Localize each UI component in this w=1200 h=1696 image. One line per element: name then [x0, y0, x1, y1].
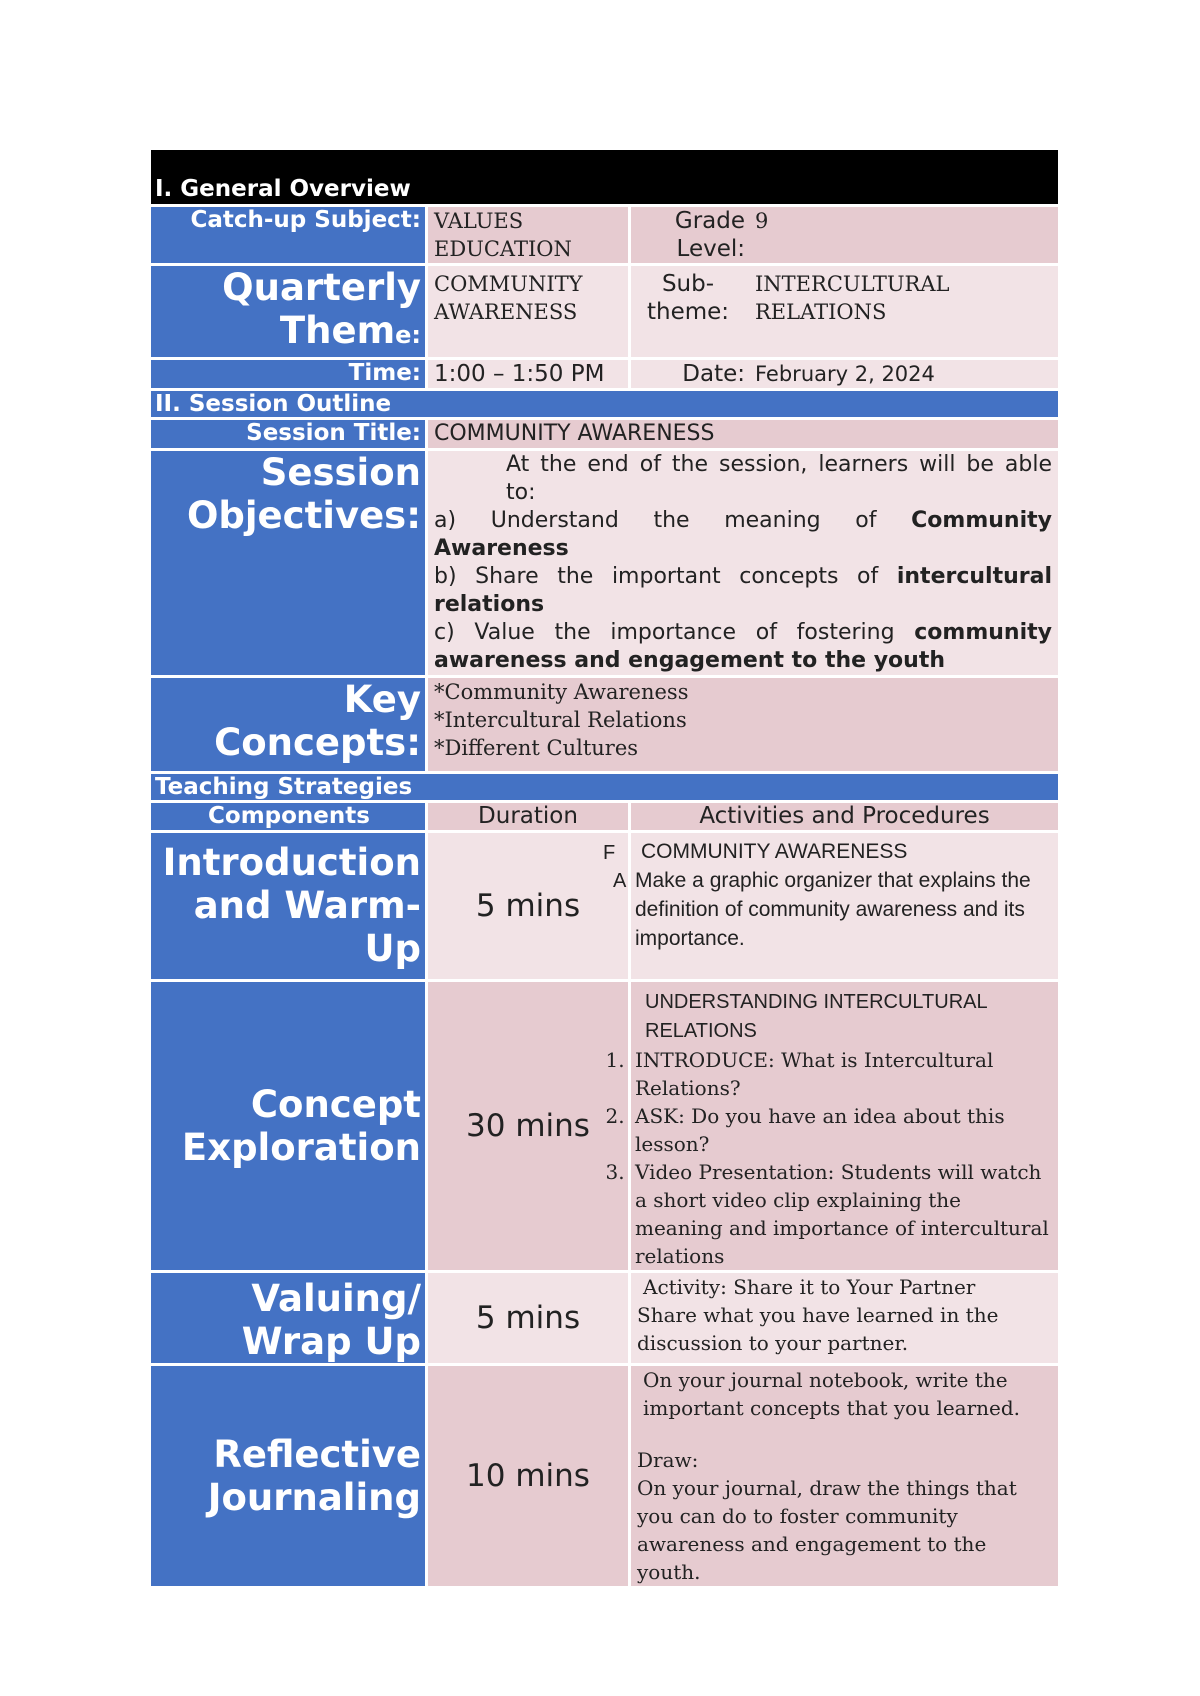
duration-concept-exploration: 30 mins	[427, 981, 630, 1272]
objective-c	[434, 619, 1052, 675]
objective-c-bold: community awareness and engagement to the youth	[434, 620, 1052, 673]
key-concepts-value	[427, 677, 1060, 773]
key-concept-item: *Intercultural Relations	[434, 708, 687, 732]
grade-cell	[630, 206, 1060, 265]
session-title-value: COMMUNITY AWARENESS	[427, 419, 1060, 450]
concept-steps	[599, 1046, 1054, 1270]
col-duration-header: Duration	[427, 802, 630, 832]
teaching-strategies-heading: Teaching Strategies	[150, 773, 1060, 802]
subtheme-cell	[630, 265, 1060, 359]
quarterly-theme-label-main: Quarterly Them	[222, 266, 421, 352]
component-concept-exploration: Concept Exploration	[150, 981, 427, 1272]
objectives-intro: At the end of the session, learners will be able to:	[506, 452, 1052, 505]
intro-body: Make a graphic organizer that explains the definition of community awareness and its importance.	[635, 869, 1031, 950]
concept-title: UNDERSTANDING INTERCULTURAL RELATIONS	[645, 991, 987, 1042]
duration-introduction: 5 mins	[427, 832, 630, 981]
marker-a: A	[613, 870, 627, 892]
marker-f: F	[603, 842, 616, 864]
session-objectives-value	[427, 450, 1060, 677]
valuing-body: Share what you have learned in the discussion to your partner.	[637, 1303, 999, 1355]
session-outline-heading: II. Session Outline	[150, 390, 1060, 419]
date-label: Date:	[682, 361, 745, 387]
quarterly-theme-value: COMMUNITY AWARENESS	[427, 265, 630, 359]
quarterly-theme-label-tail: e:	[395, 321, 421, 349]
concept-step: 1. INTRODUCE: What is Intercultural Relations?	[631, 1046, 1054, 1102]
concept-step: 3. Video Presentation: Students will watch a short video clip explaining the meaning and importance of intercultural relations	[631, 1158, 1054, 1270]
duration-valuing: 5 mins	[427, 1272, 630, 1365]
journal-draw-label: Draw:	[637, 1448, 699, 1472]
activity-introduction	[603, 832, 1060, 981]
objective-b	[434, 563, 1052, 619]
lesson-plan-sheet	[148, 147, 1058, 1589]
lesson-plan-table	[148, 147, 1061, 1589]
grade-level-value: 9	[755, 209, 769, 233]
component-valuing: Valuing/ Wrap Up	[150, 1272, 427, 1365]
key-concepts-label: Key Concepts:	[150, 677, 427, 773]
concept-step: 2. ASK: Do you have an idea about this lesson?	[631, 1102, 1054, 1158]
session-title-label: Session Title:	[150, 419, 427, 450]
objective-a	[434, 507, 1052, 563]
objective-b-bold: intercultural relations	[434, 564, 1052, 617]
subtheme-value: INTERCULTURAL RELATIONS	[755, 272, 950, 324]
catchup-subject-label: Catch-up Subject:	[150, 206, 427, 265]
objective-a-bold: Community Awareness	[434, 508, 1052, 561]
subtheme-label: Sub-theme:	[646, 271, 730, 325]
col-activities-header: Activities and Procedures	[630, 802, 1060, 832]
key-concept-item: *Community Awareness	[434, 680, 689, 704]
activity-concept-exploration	[630, 981, 1060, 1272]
intro-title: COMMUNITY AWARENESS	[641, 840, 908, 863]
component-introduction: Introduction and Warm-Up	[150, 832, 427, 981]
quarterly-theme-label	[150, 265, 427, 359]
activity-reflective-journaling	[630, 1365, 1060, 1588]
activity-valuing	[630, 1272, 1060, 1365]
key-concept-item: *Different Cultures	[434, 736, 639, 760]
objective-a-text: a) Understand the meaning of	[434, 508, 912, 533]
journal-line-2: On your journal, draw the things that you can do to foster community awareness and engagement to the youth.	[637, 1476, 1017, 1584]
catchup-subject-value: VALUES EDUCATION	[427, 206, 630, 265]
valuing-title: Activity: Share it to Your Partner	[643, 1275, 976, 1299]
duration-reflective-journaling: 10 mins	[427, 1365, 630, 1588]
objective-b-text: b) Share the important concepts of	[434, 564, 897, 589]
component-reflective-journaling: Reflective Journaling	[150, 1365, 427, 1588]
date-cell	[630, 359, 1060, 390]
col-components-header: Components	[150, 802, 427, 832]
time-label: Time:	[150, 359, 427, 390]
time-value: 1:00 – 1:50 PM	[427, 359, 630, 390]
session-objectives-label: Session Objectives:	[150, 450, 427, 677]
general-overview-heading: I. General Overview	[150, 149, 1060, 206]
grade-level-label: Grade Level:	[674, 208, 745, 262]
date-value: February 2, 2024	[755, 362, 935, 386]
journal-line-1: On your journal notebook, write the important concepts that you learned.	[643, 1368, 1021, 1420]
objective-c-text: c) Value the importance of fostering	[434, 620, 915, 645]
